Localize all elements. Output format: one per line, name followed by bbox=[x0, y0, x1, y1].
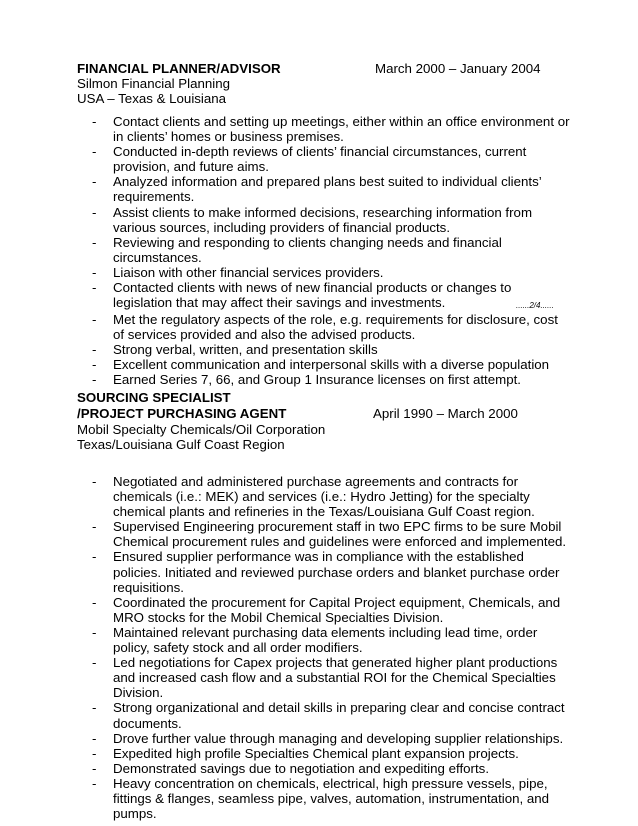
job1-dates: March 2000 – January 2004 bbox=[375, 61, 541, 76]
bullet-text: Expedited high profile Specialties Chemical plant expansion projects. bbox=[113, 745, 519, 761]
bullet-text: Strong organizational and detail skills in preparing clear and concise contract documents. bbox=[113, 700, 565, 731]
bullet-dash: - bbox=[92, 357, 97, 373]
bullet-text: Met the regulatory aspects of the role, e.g. requirements for disclosure, cost of services provided and also the advised products. bbox=[113, 312, 558, 343]
bullet-dash: - bbox=[92, 700, 97, 716]
bullet-text: Negotiated and administered purchase agreements and contracts for chemicals (i.e.: MEK) and services (i.e.: Hydro Jetting) for the specialty chemical plants and refineries in the Texas/Louisiana Gulf Coast region. bbox=[113, 474, 535, 520]
job1-location: USA – Texas & Louisiana bbox=[77, 91, 227, 106]
bullet-dash: - bbox=[92, 342, 97, 358]
list-item bbox=[92, 265, 570, 280]
bullet-dash: - bbox=[92, 474, 97, 489]
bullet-dash: - bbox=[92, 234, 97, 250]
job1-title: FINANCIAL PLANNER/ADVISOR bbox=[77, 61, 281, 76]
bullet-text: Led negotiations for Capex projects that generated higher plant productions and increased cash flow and a substantial ROI for the Chemical Specialties Division. bbox=[113, 655, 558, 701]
job2-company: Mobil Specialty Chemicals/Oil Corporation bbox=[77, 422, 326, 437]
bullet-text: Analyzed information and prepared plans best suited to individual clients’ requirements. bbox=[113, 174, 542, 205]
bullet-dash: - bbox=[92, 549, 97, 565]
bullet-text: Strong verbal, written, and presentation skills bbox=[113, 342, 378, 358]
list-item bbox=[92, 312, 570, 342]
bullet-text: Ensured supplier performance was in compliance with the established policies. Initiated and reviewed purchase orders and blanket purchase order requisitions. bbox=[113, 549, 560, 595]
bullet-text: Reviewing and responding to clients changing needs and financial circumstances. bbox=[113, 234, 502, 265]
bullet-dash: - bbox=[92, 760, 97, 776]
bullet-text: Liaison with other financial services providers. bbox=[113, 264, 384, 280]
list-item bbox=[92, 372, 570, 387]
bullet-text: Earned Series 7, 66, and Group 1 Insurance licenses on first attempt. bbox=[113, 372, 521, 388]
list-item bbox=[92, 474, 570, 519]
bullet-dash: - bbox=[92, 775, 97, 791]
bullet-dash: - bbox=[92, 114, 97, 129]
list-item bbox=[92, 761, 570, 776]
list-item bbox=[92, 655, 570, 700]
bullet-dash: - bbox=[92, 372, 97, 388]
list-item bbox=[92, 280, 570, 310]
bullet-dash: - bbox=[92, 144, 97, 160]
list-item bbox=[92, 549, 570, 594]
bullet-dash: - bbox=[92, 655, 97, 671]
bullet-text: Contacted clients with news of new financial products or changes to legislation that may affect their savings and investments. bbox=[113, 280, 512, 311]
list-item bbox=[92, 342, 570, 357]
list-item bbox=[92, 235, 570, 265]
list-item bbox=[92, 205, 570, 235]
list-item bbox=[92, 625, 570, 655]
list-item bbox=[92, 595, 570, 625]
bullet-dash: - bbox=[92, 730, 97, 746]
bullet-dash: - bbox=[92, 624, 97, 640]
bullet-text: Maintained relevant purchasing data elements including lead time, order policy, safety stock and all order modifiers. bbox=[113, 624, 538, 656]
job2-dates: April 1990 – March 2000 bbox=[373, 406, 518, 421]
list-item bbox=[92, 776, 570, 821]
bullet-text: Excellent communication and interpersonal skills with a diverse population bbox=[113, 357, 550, 373]
list-item bbox=[92, 174, 570, 204]
list-item bbox=[92, 731, 570, 746]
bullet-dash: - bbox=[92, 594, 97, 610]
bullet-dash: - bbox=[92, 519, 97, 535]
bullet-text: Drove further value through managing and developing supplier relationships. bbox=[113, 730, 564, 746]
bullet-text: Heavy concentration on chemicals, electrical, high pressure vessels, pipe, fittings & flanges, seamless pipe, valves, automation, instrumentation, and pumps. bbox=[113, 775, 550, 822]
list-item bbox=[92, 357, 570, 372]
bullet-text: Supervised Engineering procurement staff in two EPC firms to be sure Mobil Chemical procurement rules and guidelines were enforced and implemented. bbox=[113, 519, 567, 550]
bullet-dash: - bbox=[92, 745, 97, 761]
job1-bullets-b bbox=[92, 312, 570, 387]
bullet-text: Demonstrated savings due to negotiation and expediting efforts. bbox=[113, 760, 490, 776]
job2-title-line2: /PROJECT PURCHASING AGENT bbox=[77, 406, 287, 421]
list-item bbox=[92, 700, 570, 730]
bullet-text: Contact clients and setting up meetings, either within an office environment or in clients’ homes or business premises. bbox=[113, 114, 570, 145]
bullet-text: Coordinated the procurement for Capital Project equipment, Chemicals, and MRO stocks for the Mobil Chemical Specialties Division. bbox=[113, 594, 561, 625]
list-item bbox=[92, 519, 570, 549]
job2-title-line1: SOURCING SPECIALIST bbox=[77, 390, 231, 405]
list-item bbox=[92, 746, 570, 761]
bullet-dash: - bbox=[92, 204, 97, 220]
bullet-dash: - bbox=[92, 312, 97, 327]
bullet-text: Assist clients to make informed decisions, researching information from various sources, including providers of financial products. bbox=[113, 204, 533, 235]
bullet-dash: - bbox=[92, 264, 97, 280]
bullet-text: Conducted in-depth reviews of clients’ financial circumstances, current provision, and future aims. bbox=[113, 144, 527, 175]
job1-bullets-a bbox=[92, 114, 570, 310]
list-item bbox=[92, 144, 570, 174]
bullet-dash: - bbox=[92, 280, 97, 296]
page-marker: ......2/4...... bbox=[516, 301, 554, 310]
job2-bullets bbox=[92, 474, 570, 821]
job2-location: Texas/Louisiana Gulf Coast Region bbox=[77, 437, 285, 452]
bullet-dash: - bbox=[92, 174, 97, 190]
job1-company: Silmon Financial Planning bbox=[77, 76, 230, 91]
list-item bbox=[92, 114, 570, 144]
